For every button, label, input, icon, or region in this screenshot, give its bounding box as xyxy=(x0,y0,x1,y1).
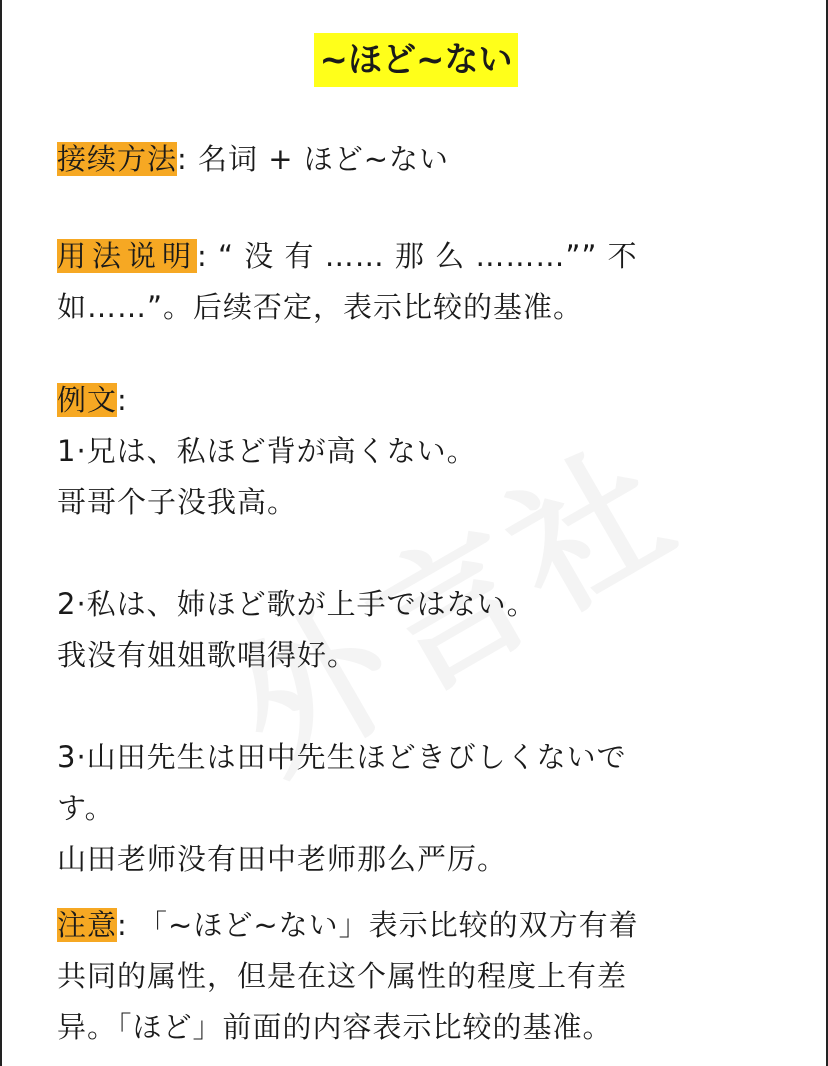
usage-line-1 xyxy=(57,231,779,282)
connection-label: 接续方法 xyxy=(57,142,178,176)
note-sep: : xyxy=(117,908,128,942)
note-line-1 xyxy=(57,900,779,951)
example-1-jp: 1·兄は、私ほど背が高くない。 xyxy=(57,434,477,468)
usage-line-2: 如……”。后续否定，表示比较的基准。 xyxy=(57,290,584,324)
note-section xyxy=(57,900,779,1053)
page-title: ~ほど~ない xyxy=(314,33,519,87)
usage-sep: : xyxy=(197,239,208,273)
title-row xyxy=(2,33,828,87)
spacer xyxy=(57,528,779,579)
note-label: 注意 xyxy=(57,908,118,942)
usage-text-1: “ 没 有 …… 那 么 ………”” 不 xyxy=(207,239,638,273)
connection-line xyxy=(57,134,779,185)
example-3-jp-1: 3·山田先生は田中先生ほどきびしくないで xyxy=(57,740,627,774)
note-line-3: 异。「ほど」前面的内容表示比较的基准。 xyxy=(57,1010,613,1044)
spacer xyxy=(57,681,779,732)
examples-heading xyxy=(57,375,779,426)
example-2-jp: 2·私は、姉ほど歌が上手ではない。 xyxy=(57,587,537,621)
examples-sep: : xyxy=(117,383,128,417)
connection-text: 名词 + ほど~ない xyxy=(187,142,450,176)
connection-sep: : xyxy=(177,142,188,176)
note-line-2: 共同的属性，但是在这个属性的程度上有差 xyxy=(57,959,628,993)
usage-label: 用法说明 xyxy=(57,239,198,273)
note-text-1: 「~ほど~ない」表示比较的双方有着 xyxy=(127,908,639,942)
examples-label: 例文 xyxy=(57,383,118,417)
example-2-cn: 我没有姐姐歌唱得好。 xyxy=(57,638,358,672)
connection-section xyxy=(57,134,779,185)
usage-section xyxy=(57,231,779,333)
example-3-cn: 山田老师没有田中老师那么严厉。 xyxy=(57,842,508,876)
example-1-cn: 哥哥个子没我高。 xyxy=(57,485,298,519)
example-3-jp-2: す。 xyxy=(57,791,115,825)
examples-section xyxy=(57,375,779,885)
